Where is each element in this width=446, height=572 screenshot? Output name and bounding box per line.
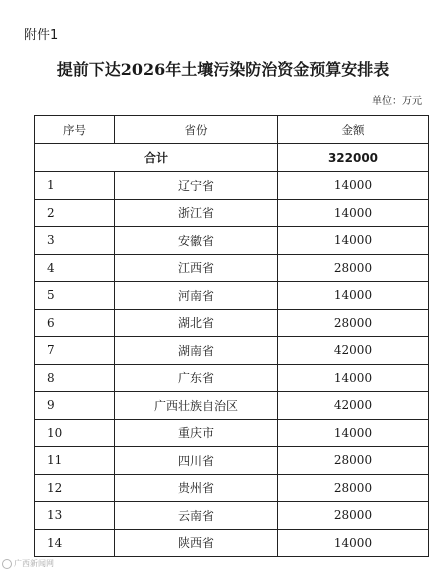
table-row [35, 254, 429, 282]
row-province: 广西壮族自治区 [115, 392, 278, 420]
row-amount: 14000 [278, 529, 429, 557]
watermark-logo-icon [2, 559, 12, 569]
row-seq: 9 [35, 392, 115, 420]
row-seq: 12 [35, 474, 115, 502]
budget-table [34, 115, 429, 557]
table-row [35, 309, 429, 337]
watermark-text: 广西新闻网 [14, 559, 54, 568]
row-province: 广东省 [115, 364, 278, 392]
table-row [35, 282, 429, 310]
total-amount: 322000 [278, 144, 429, 172]
watermark [2, 558, 54, 569]
document-title: 提前下达2026年土壤污染防治资金预算安排表 [56, 60, 390, 79]
row-seq: 14 [35, 529, 115, 557]
row-province: 云南省 [115, 502, 278, 530]
row-province: 安徽省 [115, 227, 278, 255]
row-seq: 4 [35, 254, 115, 282]
row-province: 四川省 [115, 447, 278, 475]
row-seq: 11 [35, 447, 115, 475]
row-seq: 5 [35, 282, 115, 310]
row-amount: 42000 [278, 337, 429, 365]
row-seq: 10 [35, 419, 115, 447]
row-province: 陕西省 [115, 529, 278, 557]
total-label: 合计 [35, 144, 278, 172]
table-row [35, 447, 429, 475]
row-seq: 2 [35, 199, 115, 227]
total-row [35, 144, 429, 172]
header-province: 省份 [115, 116, 278, 144]
row-amount: 28000 [278, 474, 429, 502]
table-row [35, 364, 429, 392]
row-amount: 28000 [278, 254, 429, 282]
row-amount: 28000 [278, 502, 429, 530]
table-row [35, 337, 429, 365]
row-amount: 28000 [278, 447, 429, 475]
row-seq: 7 [35, 337, 115, 365]
table-row [35, 474, 429, 502]
header-amount: 金额 [278, 116, 429, 144]
attachment-label: 附件1 [24, 28, 59, 43]
row-amount: 42000 [278, 392, 429, 420]
table-row [35, 199, 429, 227]
row-province: 湖南省 [115, 337, 278, 365]
row-province: 重庆市 [115, 419, 278, 447]
table-row [35, 172, 429, 200]
row-seq: 3 [35, 227, 115, 255]
row-amount: 14000 [278, 227, 429, 255]
row-amount: 14000 [278, 199, 429, 227]
table-row [35, 227, 429, 255]
row-seq: 8 [35, 364, 115, 392]
row-seq: 1 [35, 172, 115, 200]
table-row [35, 419, 429, 447]
row-amount: 14000 [278, 364, 429, 392]
table-row [35, 392, 429, 420]
row-amount: 28000 [278, 309, 429, 337]
table-header-row [35, 116, 429, 144]
unit-label: 单位：万元 [372, 96, 422, 107]
row-province: 河南省 [115, 282, 278, 310]
row-province: 湖北省 [115, 309, 278, 337]
table-row [35, 529, 429, 557]
row-amount: 14000 [278, 419, 429, 447]
row-seq: 13 [35, 502, 115, 530]
row-province: 浙江省 [115, 199, 278, 227]
header-seq: 序号 [35, 116, 115, 144]
row-province: 辽宁省 [115, 172, 278, 200]
table-row [35, 502, 429, 530]
row-province: 贵州省 [115, 474, 278, 502]
row-amount: 14000 [278, 172, 429, 200]
row-seq: 6 [35, 309, 115, 337]
row-amount: 14000 [278, 282, 429, 310]
row-province: 江西省 [115, 254, 278, 282]
